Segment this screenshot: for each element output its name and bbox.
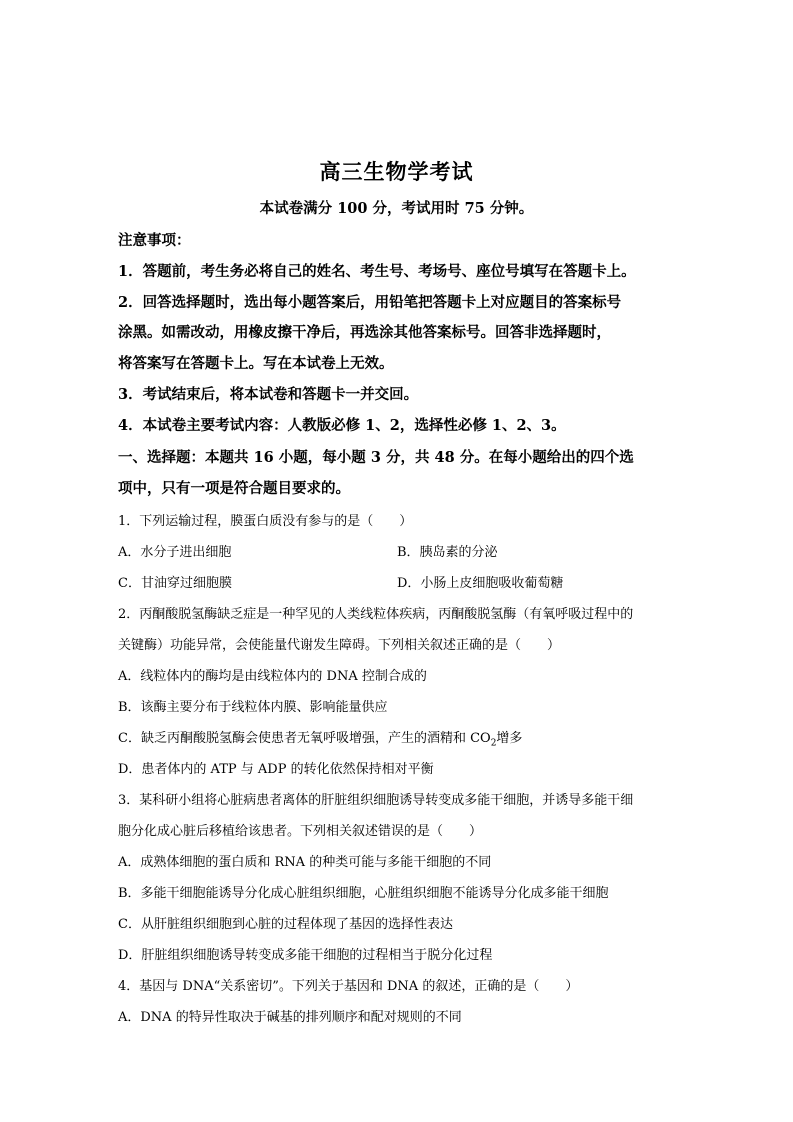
section-heading-line-2: 项中，只有一项是符合题目要求的。 bbox=[118, 480, 350, 497]
q2-option-c bbox=[118, 727, 522, 749]
q2-option-c-tail: 增多 bbox=[496, 731, 523, 746]
q1-option-c: C．甘油穿过细胞膜 bbox=[118, 576, 232, 591]
q3-stem-line-2: 胞分化成心脏后移植给该患者。下列相关叙述错误的是（ ） bbox=[118, 824, 483, 839]
q2-stem-line-2: 关键酶）功能异常，会使能量代谢发生障碍。下列相关叙述正确的是（ ） bbox=[118, 638, 561, 653]
q2-option-a: A．线粒体内的酶均是由线粒体内的 DNA 控制合成的 bbox=[118, 669, 427, 684]
q1-option-d: D．小肠上皮细胞吸收葡萄糖 bbox=[397, 576, 564, 591]
notice-item-3: 3．考试结束后，将本试卷和答题卡一并交回。 bbox=[118, 386, 419, 403]
notice-item-2-line-1: 2．回答选择题时，选出每小题答案后，用铅笔把答题卡上对应题目的答案标号 bbox=[118, 294, 622, 311]
q3-option-b: B．多能干细胞能诱导分化成心脏组织细胞，心脏组织细胞不能诱导分化成多能干细胞 bbox=[118, 886, 609, 901]
notice-item-2-line-2: 涂黑。如需改动，用橡皮擦干净后，再选涂其他答案标号。回答非选择题时， bbox=[118, 324, 611, 341]
q2-option-b: B．该酶主要分布于线粒体内膜、影响能量供应 bbox=[118, 700, 388, 715]
exam-subtitle: 本试卷满分 100 分，考试用时 75 分钟。 bbox=[259, 200, 534, 217]
notice-item-1: 1．答题前，考生务必将自己的姓名、考生号、考场号、座位号填写在答题卡上。 bbox=[118, 263, 636, 280]
notice-heading: 注意事项： bbox=[118, 232, 191, 249]
q2-option-c-text: C．缺乏丙酮酸脱氢酶会使患者无氧呼吸增强，产生的酒精和 CO bbox=[118, 731, 491, 746]
section-heading-line-1: 一、选择题：本题共 16 小题，每小题 3 分，共 48 分。在每小题给出的四个选 bbox=[118, 449, 634, 466]
q4-stem: 4．基因与 DNA“关系密切”。下列关于基因和 DNA 的叙述，正确的是（ ） bbox=[118, 979, 579, 994]
q3-option-d: D．肝脏组织细胞诱导转变成多能干细胞的过程相当于脱分化过程 bbox=[118, 948, 493, 963]
notice-item-4: 4．本试卷主要考试内容：人教版必修 1、2，选择性必修 1、2、3。 bbox=[118, 417, 566, 434]
q2-option-d: D．患者体内的 ATP 与 ADP 的转化依然保持相对平衡 bbox=[118, 762, 434, 777]
q1-option-b: B．胰岛素的分泌 bbox=[397, 545, 498, 560]
q3-option-c: C．从肝脏组织细胞到心脏的过程体现了基因的选择性表达 bbox=[118, 917, 453, 932]
q2-stem-line-1: 2．丙酮酸脱氢酶缺乏症是一种罕见的人类线粒体疾病，丙酮酸脱氢酶（有氧呼吸过程中的 bbox=[118, 607, 634, 622]
q1-option-a: A．水分子进出细胞 bbox=[118, 545, 232, 560]
q3-stem-line-1: 3．某科研小组将心脏病患者离体的肝脏组织细胞诱导转变成多能干细胞，并诱导多能干细 bbox=[118, 793, 634, 808]
q3-option-a: A．成熟体细胞的蛋白质和 RNA 的种类可能与多能干细胞的不同 bbox=[118, 855, 492, 870]
q4-option-a: A．DNA 的特异性取决于碱基的排列顺序和配对规则的不同 bbox=[118, 1010, 462, 1025]
notice-item-2-line-3: 将答案写在答题卡上。写在本试卷上无效。 bbox=[118, 355, 394, 372]
exam-title: 高三生物学考试 bbox=[319, 159, 474, 184]
q1-stem: 1．下列运输过程，膜蛋白质没有参与的是（ ） bbox=[118, 514, 413, 529]
q2-option-c-subscript: 2 bbox=[490, 738, 497, 749]
